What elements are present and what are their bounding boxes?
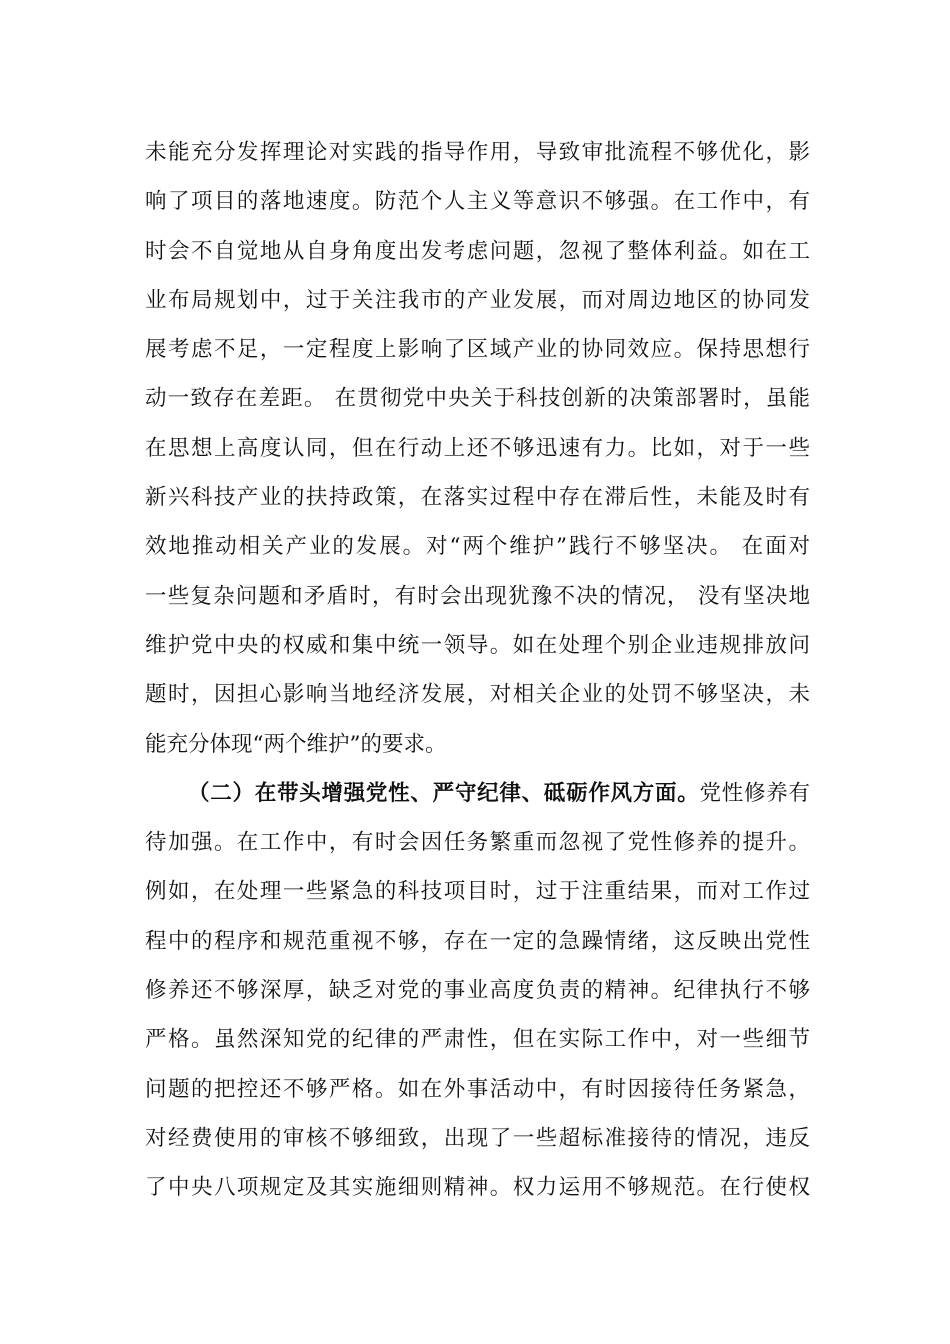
text-line: 对经费使用的审核不够细致，出现了一些超标准接待的情况，违反 [145, 1125, 810, 1151]
heading-line-rest: 党性修养有 [699, 780, 810, 806]
text-line: 效地推动相关产业的发展。对“两个维护”践行不够坚决。 在面对 [145, 534, 810, 560]
text-line: 例如，在处理一些紧急的科技项目时，过于注重结果，而对工作过 [145, 879, 810, 905]
text-line: 了中央八项规定及其实施细则精神。权力运用不够规范。在行使权 [145, 1175, 810, 1201]
section-heading-line [145, 769, 810, 818]
text-line: 一些复杂问题和矛盾时，有时会出现犹豫不决的情况， 没有坚决地 [145, 583, 810, 609]
text-line: 动一致存在差距。 在贯彻党中央关于科技创新的决策部署时，虽能 [145, 386, 810, 412]
text-line: 问题的把控还不够严格。如在外事活动中，有时因接待任务紧急， [145, 1076, 810, 1102]
text-line: 业布局规划中，过于关注我市的产业发展，而对周边地区的协同发 [145, 287, 810, 313]
text-line: 严格。虽然深知党的纪律的严肃性，但在实际工作中，对一些细节 [145, 1027, 810, 1053]
text-line: 能充分体现“两个维护”的要求。 [145, 731, 447, 757]
text-line: 修养还不够深厚，缺乏对党的事业高度负责的精神。纪律执行不够 [145, 978, 810, 1004]
text-line: 题时，因担心影响当地经济发展，对相关企业的处罚不够坚决，未 [145, 682, 810, 708]
text-line: 在思想上高度认同，但在行动上还不够迅速有力。比如，对于一些 [145, 435, 810, 461]
paragraph-2 [145, 769, 810, 1213]
section-heading: （二）在带头增强党性、严守纪律、砥砺作风方面。 [188, 780, 700, 806]
body-text [145, 128, 810, 1213]
text-line: 程中的程序和规范重视不够，存在一定的急躁情绪，这反映出党性 [145, 928, 810, 954]
text-line: 维护党中央的权威和集中统一领导。如在处理个别企业违规排放问 [145, 632, 810, 658]
text-line: 未能充分发挥理论对实践的指导作用，导致审批流程不够优化，影 [145, 140, 810, 165]
text-line: 响了项目的落地速度。防范个人主义等意识不够强。在工作中，有 [145, 189, 810, 215]
text-line: 新兴科技产业的扶持政策，在落实过程中存在滞后性，未能及时有 [145, 485, 810, 511]
text-line: 时会不自觉地从自身角度出发考虑问题，忽视了整体利益。如在工 [145, 238, 810, 264]
paragraph-1 [145, 128, 810, 769]
text-line: 展考虑不足，一定程度上影响了区域产业的协同效应。保持思想行 [145, 337, 810, 363]
text-line: 待加强。在工作中，有时会因任务繁重而忽视了党性修养的提升。 [145, 830, 810, 856]
